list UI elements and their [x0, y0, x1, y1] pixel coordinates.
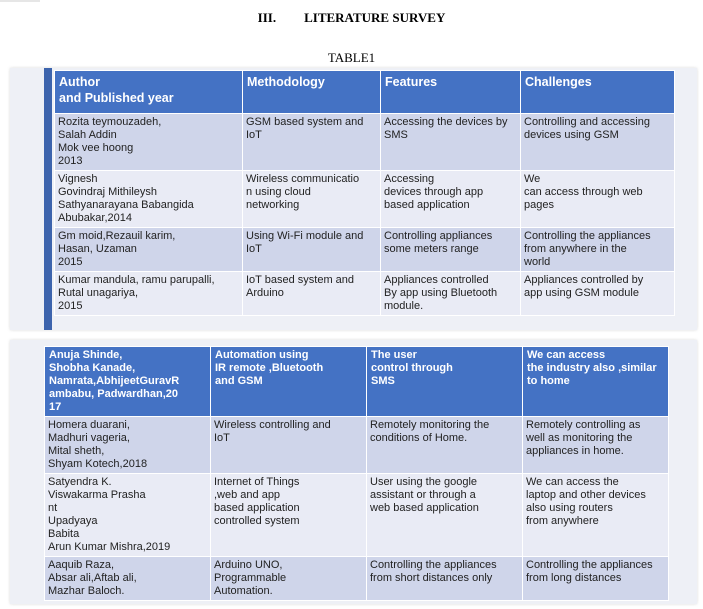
cell-line: ambabu, Padwardhan,20: [49, 388, 178, 400]
cell-line: devices using GSM: [524, 129, 619, 141]
table-row: [45, 417, 669, 474]
cell-line: Abubakar,2014: [58, 212, 133, 224]
cell-line: Controlling the appliances: [526, 559, 653, 571]
header-author: [45, 347, 211, 417]
cell-line: Rutal unagariya,: [58, 287, 139, 299]
cell-line: based application: [384, 199, 470, 211]
cell-author: [55, 272, 243, 316]
cell-line: world: [524, 256, 551, 268]
cell-line: Controlling the appliances: [524, 230, 651, 242]
cell-line: 2013: [58, 155, 83, 167]
cell-author: [45, 474, 211, 557]
cell-line: The user: [371, 349, 417, 361]
cell-line: IoT: [214, 432, 230, 444]
cell-line: User using the google: [370, 476, 478, 488]
cell-line: and GSM: [215, 375, 263, 387]
cell-features: [367, 417, 523, 474]
table-row: [55, 114, 675, 171]
cell-line: Shyam Kotech,2018: [48, 458, 148, 470]
cell-challenges: [523, 474, 669, 557]
cell-line: networking: [246, 199, 300, 211]
table-row: [55, 272, 675, 316]
cell-line: Wireless controlling and: [214, 419, 331, 431]
literature-table-2: [44, 346, 669, 601]
cell-author: [45, 557, 211, 601]
cell-line: Absar ali,Aftab ali,: [48, 572, 137, 584]
cell-line: Madhuri vageria,: [48, 432, 130, 444]
header-features: [381, 71, 521, 114]
table-slide-1: [10, 68, 697, 330]
cell-author: [55, 228, 243, 272]
cell-features: [381, 272, 521, 316]
section-number: III.: [257, 10, 277, 25]
table-row: [55, 228, 675, 272]
cell-line: Arun Kumar Mishra,2019: [48, 541, 171, 553]
cell-methodology: [211, 474, 367, 557]
cell-line: to home: [527, 375, 570, 387]
table-row: [45, 557, 669, 601]
cell-line: Satyendra K.: [48, 476, 112, 488]
section-title: LITERATURE SURVEY: [304, 10, 446, 25]
header-challenges: [521, 71, 675, 114]
cell-line: devices through app: [384, 186, 484, 198]
header-author: [55, 71, 243, 114]
cell-challenges: [521, 228, 675, 272]
cell-line: By app using Bluetooth: [384, 287, 498, 299]
cell-line: well as monitoring the: [526, 432, 633, 444]
cell-line: Salah Addin: [58, 129, 117, 141]
cell-line: We: [524, 173, 541, 185]
section-heading: [0, 10, 703, 26]
cell-line: Wireless communicatio: [246, 173, 360, 185]
cell-line: Methodology: [247, 75, 325, 89]
cell-line: the industry also ,similar: [527, 362, 657, 374]
cell-line: Kumar mandula, ramu parupalli,: [58, 274, 215, 286]
cell-challenges: [523, 557, 669, 601]
cell-line: n using cloud: [246, 186, 311, 198]
cell-features: [381, 114, 521, 171]
cell-line: Mok vee hoong: [58, 142, 134, 154]
top-rule: [0, 0, 40, 2]
cell-line: Mital sheth,: [48, 445, 105, 457]
cell-line: control through: [371, 362, 453, 374]
cell-line: Accessing: [384, 173, 435, 185]
cell-line: app using GSM module: [524, 287, 639, 299]
table-row: [55, 171, 675, 228]
cell-line: from anywhere: [526, 515, 599, 527]
cell-features: [381, 171, 521, 228]
cell-line: assistant or through a: [370, 489, 476, 501]
cell-line: Controlling and accessing: [524, 116, 650, 128]
cell-features: [367, 557, 523, 601]
cell-line: 2015: [58, 256, 83, 268]
cell-line: Viswakarma Prasha: [48, 489, 146, 501]
cell-methodology: [243, 171, 381, 228]
cell-methodology: [243, 114, 381, 171]
table-slide-2: [10, 340, 697, 604]
cell-line: can access through web: [524, 186, 643, 198]
cell-line: Homera duarani,: [48, 419, 130, 431]
cell-line: Upadyaya: [48, 515, 98, 527]
cell-line: 17: [49, 401, 62, 413]
cell-line: Challenges: [525, 75, 592, 89]
cell-line: Automation.: [214, 585, 273, 597]
cell-line: Author: [59, 75, 100, 89]
cell-challenges: [521, 171, 675, 228]
cell-line: conditions of Home.: [370, 432, 468, 444]
cell-line: Namrata,AbhijeetGuravR: [49, 375, 180, 387]
cell-line: Accessing the devices by: [384, 116, 508, 128]
cell-line: IoT: [246, 129, 262, 141]
header-challenges: [523, 347, 669, 417]
cell-line: Sathyanarayana Babangida: [58, 199, 194, 211]
cell-methodology: [211, 557, 367, 601]
cell-line: pages: [524, 199, 554, 211]
cell-line: IR remote ,Bluetooth: [215, 362, 324, 374]
cell-methodology: [243, 272, 381, 316]
cell-line: Using Wi-Fi module and: [246, 230, 364, 242]
table-header-row: [45, 347, 669, 417]
cell-line: Features: [385, 75, 438, 89]
cell-line: and Published year: [59, 91, 174, 105]
cell-line: nt: [48, 502, 58, 514]
cell-line: Controlling the appliances: [370, 559, 497, 571]
cell-challenges: [521, 272, 675, 316]
cell-line: Anuja Shinde,: [49, 349, 123, 361]
cell-line: also using routers: [526, 502, 613, 514]
cell-author: [55, 171, 243, 228]
cell-line: web based application: [370, 502, 479, 514]
cell-author: [45, 417, 211, 474]
header-methodology: [211, 347, 367, 417]
cell-line: Rozita teymouzadeh,: [58, 116, 162, 128]
cell-line: from short distances only: [370, 572, 493, 584]
cell-line: Vignesh: [58, 173, 98, 185]
cell-line: Mazhar Baloch.: [48, 585, 125, 597]
cell-line: Programmable: [214, 572, 287, 584]
cell-line: Aaquib Raza,: [48, 559, 115, 571]
cell-line: module.: [384, 300, 424, 312]
cell-line: Appliances controlled by: [524, 274, 644, 286]
cell-line: controlled system: [214, 515, 300, 527]
cell-line: Gm moid,Rezauil karim,: [58, 230, 176, 242]
cell-challenges: [521, 114, 675, 171]
cell-methodology: [211, 417, 367, 474]
cell-methodology: [243, 228, 381, 272]
cell-line: 2015: [58, 300, 83, 312]
accent-bar: [44, 68, 52, 330]
cell-features: [381, 228, 521, 272]
cell-line: Automation using: [215, 349, 309, 361]
cell-line: Controlling appliances: [384, 230, 493, 242]
cell-line: Babita: [48, 528, 80, 540]
cell-line: We can access: [527, 349, 606, 361]
cell-line: SMS: [384, 129, 408, 141]
header-methodology: [243, 71, 381, 114]
cell-author: [55, 114, 243, 171]
cell-line: ,web and app: [214, 489, 281, 501]
header-features: [367, 347, 523, 417]
table-row: [45, 474, 669, 557]
cell-line: based application: [214, 502, 300, 514]
cell-line: from anywhere in the: [524, 243, 627, 255]
table-caption: TABLE1: [327, 50, 376, 65]
cell-line: laptop and other devices: [526, 489, 646, 501]
table-header-row: [55, 71, 675, 114]
cell-line: Arduino: [246, 287, 284, 299]
cell-line: Hasan, Uzaman: [58, 243, 137, 255]
cell-line: IoT: [246, 243, 262, 255]
cell-line: Internet of Things: [214, 476, 300, 488]
cell-line: GSM based system and: [246, 116, 364, 128]
literature-table-1: [54, 70, 675, 316]
cell-line: appliances in home.: [526, 445, 624, 457]
cell-line: Remotely controlling as: [526, 419, 641, 431]
cell-line: Shobha Kanade,: [49, 362, 136, 374]
cell-line: We can access the: [526, 476, 619, 488]
cell-line: from long distances: [526, 572, 622, 584]
cell-line: IoT based system and: [246, 274, 355, 286]
cell-line: Remotely monitoring the: [370, 419, 490, 431]
cell-line: Arduino UNO,: [214, 559, 283, 571]
cell-features: [367, 474, 523, 557]
cell-challenges: [523, 417, 669, 474]
cell-line: Appliances controlled: [384, 274, 489, 286]
cell-line: SMS: [371, 375, 395, 387]
cell-line: some meters range: [384, 243, 479, 255]
cell-line: Govindraj Mithileysh: [58, 186, 158, 198]
